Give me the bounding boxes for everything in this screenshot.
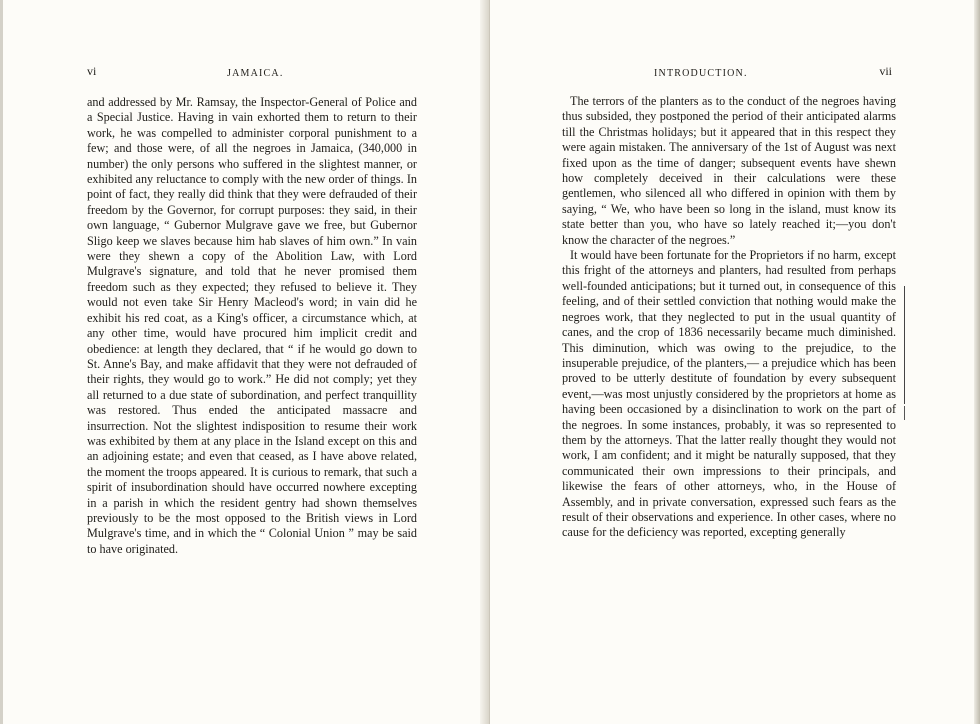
- margin-pencil-mark: [904, 286, 905, 404]
- right-running-head: INTRODUCTION.: [654, 68, 748, 79]
- right-page: [490, 0, 980, 724]
- right-page-body: [562, 94, 896, 541]
- left-page: [0, 0, 488, 724]
- left-page-number: vi: [87, 64, 97, 78]
- right-paragraph-1: The terrors of the planters as to the conduct of the negroes having thus subsided, they postponed the period of their anticipated alarms till the Christmas holidays; but it appeared that in this respect they were again mistaken. The anniversary of the 1st of August was next fixed upon as the time of danger; subsequent events have shewn how completely deceived in their calculations were these gentlemen, who silenced all who differed in opinion with them by saying, “ We, who have been so long in the island, must know its state better than you, who have so lately reached it;—you don't know the character of the negroes.”: [562, 94, 896, 247]
- page-edge-right: [974, 0, 980, 724]
- left-page-header: [87, 64, 417, 82]
- left-paragraph-1: and addressed by Mr. Ramsay, the Inspector-General of Police and a Special Justice. Having in vain exhorted them to return to their work, he was compelled to administer corporal punishment to a few; and those were, of all the negroes in Jamaica, (340,000 in number) the only persons who suffered in the slightest manner, or exhibited any reluctance to comply with the new order of things. In point of fact, they really did think that they were defrauded of their freedom by the Governor, for corrupt purposes: they said, in their own language, “ Gubernor Mulgrave gave we free, but Gubernor Sligo keep we slaves because him hab slaves of him own.” In vain were they shewn a copy of the Abolition Law, with Lord Mulgrave's signature, and told that he never promised them freedom such as they expected; they refused to believe it. They would not even take Sir Henry Macleod's word; in vain did he exhibit his red coat, as a King's officer, a circumstance which, at any other time, would have procured him implicit credit and obedience: at length they declared, that “ if he would go down to St. Anne's Bay, and make affidavit that they were not defrauded of their rights, they would go to work.” He did not comply; yet they all returned to a due state of subordination, and perfect tranquillity was restored. Thus ended the anticipated massacre and insurrection. Not the slightest indisposition to resume their work was exhibited by them at any place in the Island except on this and an adjoining estate; and even that ceased, as I have above related, the moment the troops appeared. It is curious to remark, that such a spirit of insubordination should have occurred nowhere excepting in a parish in which the resident gentry had shown themselves previously to be the most opposed to the British views in Lord Mulgrave's time, and in which the “ Colonial Union ” may be said to have originated.: [87, 95, 417, 556]
- left-running-head: JAMAICA.: [227, 68, 284, 79]
- right-page-header: [562, 64, 892, 82]
- left-page-body: [87, 95, 417, 557]
- right-paragraph-2: It would have been fortunate for the Proprietors if no harm, except this fright of the attorneys and planters, had resulted from perhaps well-founded anticipations; but it turned out, in consequence of this feeling, and of their settled conviction that nothing would make the negroes work, that they neglected to put in the usual quantity of canes, and the crop of 1836 necessarily became much diminished. This diminution, which was owing to the prejudice, to the insuperable prejudice, of the planters,— a prejudice which has been proved to be utterly destitute of foundation by every subsequent event,—was most unjustly considered by the proprietors at home as having been occasioned by a disinclination to work on the part of the negroes. In some instances, probably, it was so represented to them by the attorneys. That the latter really thought they would not work, I am confident; and it might be naturally supposed, that they communicated their own impressions to their principals, and likewise the fears of other attorneys, who, in the House of Assembly, and in private conversation, expressed such fears as the result of their observations and experience. In other cases, where no cause for the deficiency was reported, excepting generally: [562, 248, 896, 540]
- right-page-number: vii: [879, 64, 892, 78]
- margin-pencil-mark-lower: [904, 406, 905, 420]
